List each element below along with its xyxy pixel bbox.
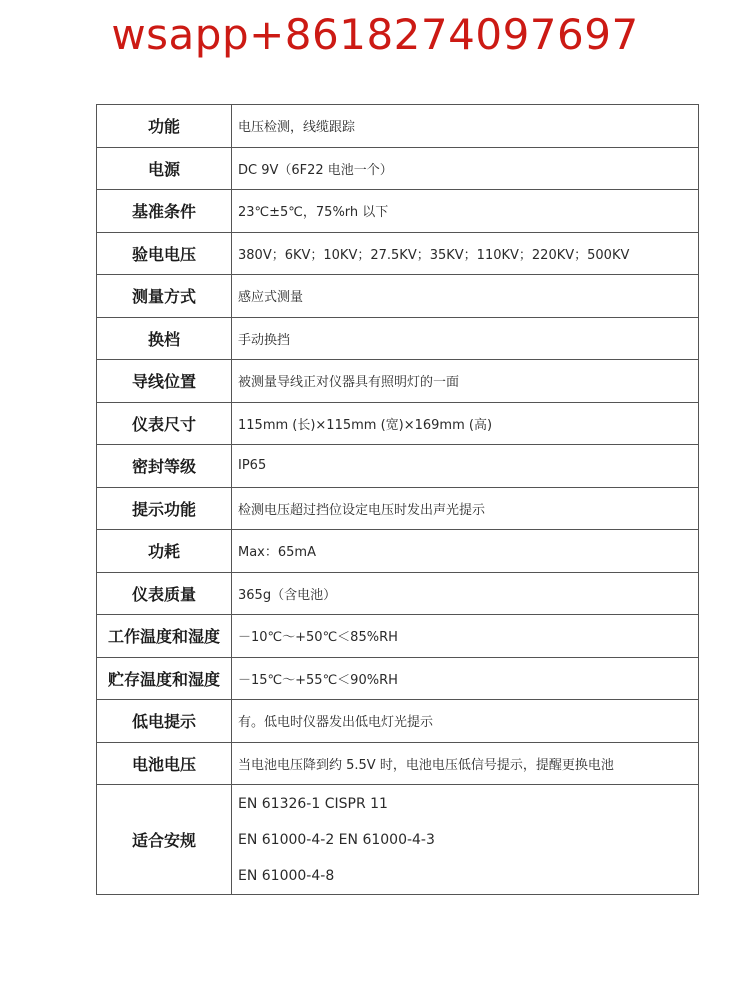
spec-row xyxy=(97,487,699,530)
spec-row xyxy=(97,105,699,148)
spec-row xyxy=(97,317,699,360)
spec-value: 365g（含电池） xyxy=(232,572,699,615)
compliance-label: 适合安规 xyxy=(97,785,232,895)
spec-label: 提示功能 xyxy=(97,487,232,530)
spec-value: Max：65mA xyxy=(232,530,699,573)
spec-label: 功耗 xyxy=(97,530,232,573)
spec-row xyxy=(97,615,699,658)
spec-label: 功能 xyxy=(97,105,232,148)
spec-value: DC 9V（6F22 电池一个） xyxy=(232,147,699,190)
spec-value: 检测电压超过挡位设定电压时发出声光提示 xyxy=(232,487,699,530)
spec-value: 被测量导线正对仪器具有照明灯的一面 xyxy=(232,360,699,403)
spec-label: 电源 xyxy=(97,147,232,190)
spec-row xyxy=(97,742,699,785)
spec-label: 密封等级 xyxy=(97,445,232,488)
spec-value: 有。低电时仪器发出低电灯光提示 xyxy=(232,700,699,743)
spec-value: 380V；6KV；10KV；27.5KV；35KV；110KV；220KV；500KV xyxy=(232,232,699,275)
spec-label: 低电提示 xyxy=(97,700,232,743)
spec-label: 仪表尺寸 xyxy=(97,402,232,445)
spec-label: 验电电压 xyxy=(97,232,232,275)
spec-value: 感应式测量 xyxy=(232,275,699,318)
compliance-standard: EN 61000-4-2 EN 61000-4-3 xyxy=(238,831,435,848)
spec-row xyxy=(97,657,699,700)
spec-row-compliance xyxy=(97,785,699,895)
spec-label: 基准条件 xyxy=(97,190,232,233)
spec-row xyxy=(97,360,699,403)
spec-row xyxy=(97,275,699,318)
spec-label: 电池电压 xyxy=(97,742,232,785)
spec-row xyxy=(97,402,699,445)
spec-row xyxy=(97,147,699,190)
spec-value: 当电池电压降到约 5.5V 时，电池电压低信号提示，提醒更换电池 xyxy=(232,742,699,785)
spec-label: 测量方式 xyxy=(97,275,232,318)
spec-row xyxy=(97,530,699,573)
spec-table-body xyxy=(97,105,699,895)
spec-value: 23℃±5℃，75%rh 以下 xyxy=(232,190,699,233)
watermark-text: wsapp+8618274097697 xyxy=(111,10,639,59)
spec-label: 贮存温度和湿度 xyxy=(97,657,232,700)
compliance-standard: EN 61000-4-8 xyxy=(238,867,335,884)
spec-row xyxy=(97,190,699,233)
spec-value: IP65 xyxy=(232,445,699,488)
spec-value: －10℃～+50℃＜85%RH xyxy=(232,615,699,658)
spec-value: －15℃～+55℃＜90%RH xyxy=(232,657,699,700)
spec-row xyxy=(97,445,699,488)
compliance-value xyxy=(232,785,699,895)
spec-table xyxy=(96,104,699,895)
spec-row xyxy=(97,232,699,275)
spec-value: 115mm (长)×115mm (宽)×169mm (高) xyxy=(232,402,699,445)
spec-label: 仪表质量 xyxy=(97,572,232,615)
spec-value: 电压检测，线缆跟踪 xyxy=(232,105,699,148)
spec-label: 工作温度和湿度 xyxy=(97,615,232,658)
spec-label: 导线位置 xyxy=(97,360,232,403)
spec-row xyxy=(97,572,699,615)
compliance-standard: EN 61326-1 CISPR 11 xyxy=(238,795,388,812)
spec-row xyxy=(97,700,699,743)
spec-value: 手动换挡 xyxy=(232,317,699,360)
spec-label: 换档 xyxy=(97,317,232,360)
